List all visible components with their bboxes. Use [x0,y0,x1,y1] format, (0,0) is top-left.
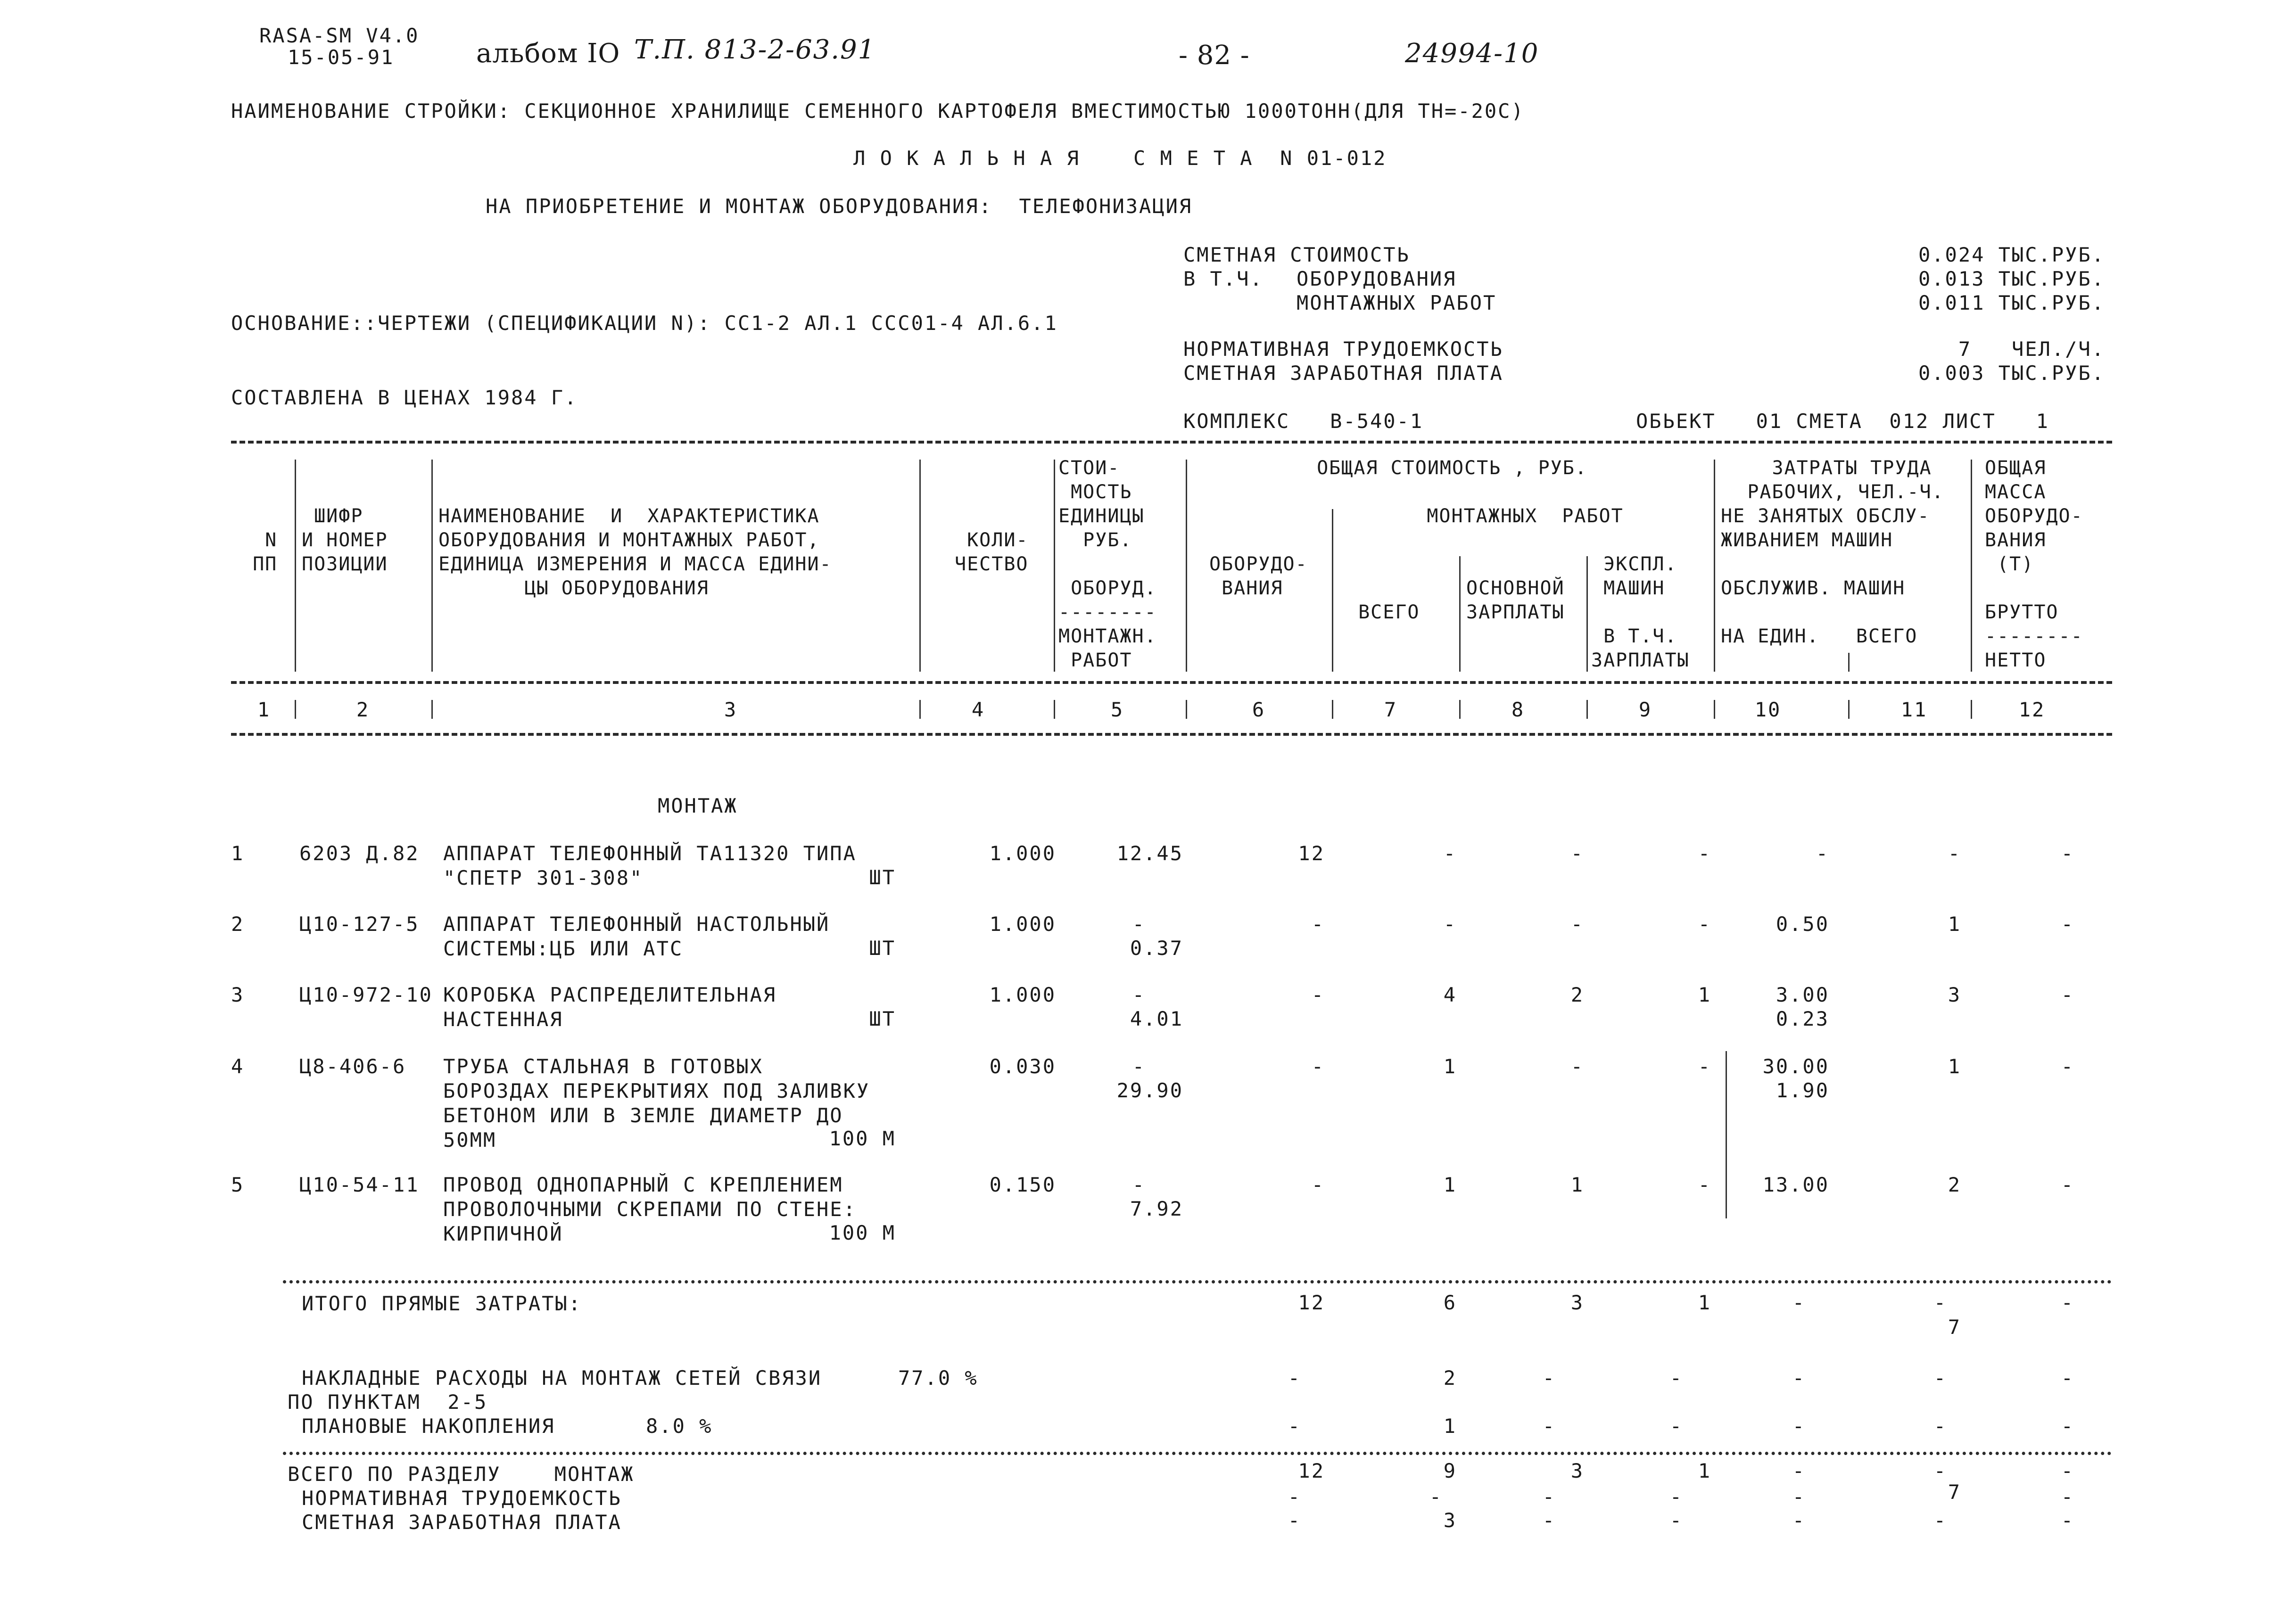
overhead-machines: - [1669,1366,1683,1390]
row-wage: - [1570,913,1584,936]
row-total: - [1443,842,1457,865]
col-divider [1586,556,1588,672]
section-title: МОНТАЖ [658,794,738,817]
wage-total-label: СМЕТНАЯ ЗАРАБОТНАЯ ПЛАТА [302,1511,622,1534]
complex-line: КОМПЛЕКС В-540-1 [1183,410,1424,433]
col-divider [1848,700,1850,719]
labor-total-label: НОРМАТИВНАЯ ТРУДОЕМКОСТЬ [302,1487,622,1510]
basis-line: ОСНОВАНИЕ::ЧЕРТЕЖИ (СПЕЦИФИКАЦИИ N): СС1-2 АЛ.1 ССС01-4 АЛ.6.1 [231,312,1058,335]
total-wage: 3 [1570,1291,1584,1314]
col-divider [1186,700,1187,719]
row-number: 3 [231,983,245,1006]
total-labor: - [1933,1291,1947,1314]
column-number: 8 [1511,698,1525,721]
col-divider [1332,509,1333,672]
col-divider [1971,700,1972,719]
row-number: 1 [231,842,245,865]
row-mass: - [2061,1173,2074,1196]
header-col-name: НАИМЕНОВАНИЕ И ХАРАКТЕРИСТИКА ОБОРУДОВАНИЯ И МОНТАЖНЫХ РАБОТ, ЕДИНИЦА ИЗМЕРЕНИЯ И МАССА ЕДИНИ- ЦЫ ОБОРУДОВАНИЯ [438,505,832,599]
row-price-montage: 4.01 [1130,1007,1183,1030]
row-machines: - [1698,1055,1711,1078]
row-price-montage: 7.92 [1130,1197,1183,1220]
col-divider [431,460,433,672]
col-divider [1971,460,1972,672]
labor-total-labor-unit: - [1792,1485,1806,1508]
col-divider [1459,556,1461,672]
section-total-label: ВСЕГО ПО РАЗДЕЛУ МОНТАЖ [288,1463,635,1486]
installation-value: 0.011 ТЫС.РУБ. [1918,291,2105,314]
col-divider [919,700,921,719]
col-divider [1586,700,1588,719]
row-price-equipment: - [1132,1173,1146,1196]
row-labor-total: - [1948,842,1961,865]
col-divider [1459,700,1461,719]
print-date: 15-05-91 [288,46,395,69]
profit-labor: - [1933,1414,1947,1438]
col-divider [919,460,921,672]
row-labor-total: 2 [1948,1173,1961,1196]
header-labor-detail: НЕ ЗАНЯТЫХ ОБСЛУ- ЖИВАНИЕМ МАШИН ОБСЛУЖИВ. МАШИН НА ЕДИН. ВСЕГО [1721,505,1930,647]
row-machines: 1 [1698,983,1711,1006]
row-price-equipment: - [1132,983,1146,1006]
estimate-title: Л О К А Л Ь Н А Я С М Е Т А N 01-012 [853,147,1387,170]
row-price-montage: 29.90 [1116,1079,1183,1102]
row-labor-total: 1 [1948,913,1961,936]
row-name: ТРУБА СТАЛЬНАЯ В ГОТОВЫХ БОРОЗДАХ ПЕРЕКРЫТИЯХ ПОД ЗАЛИВКУ БЕТОНОМ ИЛИ В ЗЕМЛЕ ДИАМЕТР ДО 50ММ [443,1055,870,1151]
estimate-purpose: НА ПРИОБРЕТЕНИЕ И МОНТАЖ ОБОРУДОВАНИЯ: ТЕЛЕФОНИЗАЦИЯ [486,195,1193,218]
column-number: 5 [1110,698,1124,721]
row-equipment-cost: - [1311,983,1325,1006]
section-labor-value: 7 [1948,1480,1961,1504]
row-unit: ШТ [869,1007,896,1030]
row-quantity: 1.000 [989,913,1056,936]
row-code: Ц10-54-11 [299,1173,420,1196]
system-label: RASA-SM V4.0 [259,24,420,47]
column-number: 10 [1754,698,1782,721]
header-col-machines: ЭКСПЛ. МАШИН В Т.Ч. ЗАРПЛАТЫ [1591,553,1690,671]
wage-total-labor-unit: - [1792,1509,1806,1532]
row-code: 6203 Д.82 [299,842,420,865]
labor-total-total: - [1429,1485,1443,1508]
labor-label: НОРМАТИВНАЯ ТРУДОЕМКОСТЬ [1183,337,1503,361]
header-col-unit-cost: СТОИ- МОСТЬ ЕДИНИЦЫ РУБ. ОБОРУД. -------- МОНТАЖН. РАБОТ [1058,457,1157,671]
wage-total-labor: - [1933,1509,1947,1532]
column-number: 11 [1900,698,1928,721]
col-divider [1332,700,1333,719]
header-col-wage: ОСНОВНОЙ ЗАРПЛАТЫ [1466,577,1565,623]
profit-labor-unit: - [1792,1414,1806,1438]
total-labor-value: 7 [1948,1316,1961,1339]
equipment-label: ОБОРУДОВАНИЯ [1297,267,1457,290]
column-number: 7 [1384,698,1398,721]
row-mass: - [2061,983,2074,1006]
prices-line: СОСТАВЛЕНА В ЦЕНАХ 1984 Г. [231,386,578,409]
row-total: 1 [1443,1173,1457,1196]
header-col-code: ШИФР И НОМЕР ПОЗИЦИИ [302,505,388,575]
row-number: 4 [231,1055,245,1078]
col-divider [1714,460,1715,672]
row-wage: - [1570,842,1584,865]
row-labor-unit: 0.50 [1776,913,1829,936]
row-quantity: 0.150 [989,1173,1056,1196]
row-unit: 100 М [829,1127,896,1150]
total-all: 6 [1443,1291,1457,1314]
header-labor: ЗАТРАТЫ ТРУДА РАБОЧИХ, ЧЕЛ.-Ч. [1747,457,1944,503]
profit-percent: 8.0 % [646,1414,713,1438]
row-number: 5 [231,1173,245,1196]
total-machines: 1 [1698,1291,1711,1314]
construction-title: НАИМЕНОВАНИЕ СТРОЙКИ: СЕКЦИОННОЕ ХРАНИЛИЩЕ СЕМЕННОГО КАРТОФЕЛЯ ВМЕСТИМОСТЬЮ 1000ТОНН(ДЛЯ ТН=-20С) [231,99,1525,123]
section-labor: - [1933,1459,1947,1482]
row-machines: - [1698,1173,1711,1196]
wage-label: СМЕТНАЯ ЗАРАБОТНАЯ ПЛАТА [1183,362,1503,385]
header-col-equipment: ОБОРУДО- ВАНИЯ [1209,553,1308,599]
header-top-rule [231,441,2112,444]
row-labor-unit-machine: 0.23 [1776,1007,1829,1030]
row-labor-total: 3 [1948,983,1961,1006]
column-number: 2 [356,698,370,721]
profit-equipment: - [1288,1414,1301,1438]
total-labor-unit: - [1792,1291,1806,1314]
row-machines: - [1698,913,1711,936]
album-label: альбом IO [476,38,620,69]
overhead-label: НАКЛАДНЫЕ РАСХОДЫ НА МОНТАЖ СЕТЕЙ СВЯЗИ [302,1366,822,1390]
section-wage: 3 [1570,1459,1584,1482]
object-line: ОБЬЕКТ 01 СМЕТА 012 ЛИСТ 1 [1636,410,2049,433]
row-labor-unit: 30.00 [1762,1055,1829,1078]
row-equipment-cost: - [1311,1173,1325,1196]
overhead-labor-unit: - [1792,1366,1806,1390]
row-labor-unit-machine: 1.90 [1776,1079,1829,1102]
section-dotted-rule [283,1452,2112,1455]
header-col-total: ВСЕГО [1358,601,1420,623]
section-total: 9 [1443,1459,1457,1482]
labor-total-wage: - [1542,1485,1556,1508]
col-divider [1186,460,1187,672]
row-price-montage: 0.37 [1130,937,1183,960]
row-name: ПРОВОД ОДНОПАРНЫЙ С КРЕПЛЕНИЕМ ПРОВОЛОЧНЫМИ СКРЕПАМИ ПО СТЕНЕ: КИРПИЧНОЙ [443,1173,857,1245]
labor-total-mass: - [2061,1485,2074,1508]
row-mass: - [2061,913,2074,936]
cost-label: СМЕТНАЯ СТОИМОСТЬ [1183,243,1410,266]
equipment-value: 0.013 ТЫС.РУБ. [1918,267,2105,290]
col-divider [1848,653,1850,672]
column-number: 4 [971,698,985,721]
row-unit: ШТ [869,866,896,889]
column-number: 3 [724,698,738,721]
installation-label: МОНТАЖНЫХ РАБОТ [1297,291,1497,314]
row-total: 4 [1443,983,1457,1006]
column-number: 12 [2018,698,2046,721]
col-divider [431,700,433,719]
header-col-mass: ОБЩАЯ МАССА ОБОРУДО- ВАНИЯ (Т) БРУТТО -------- НЕТТО [1985,457,2083,671]
row-equipment-cost: - [1311,913,1325,936]
row-code: Ц8-406-6 [299,1055,406,1078]
total-direct-label: ИТОГО ПРЯМЫЕ ЗАТРАТЫ: [302,1292,582,1315]
row-name: АППАРАТ ТЕЛЕФОННЫЙ ТА11320 ТИПА "СПЕТР 301-308" [443,842,857,889]
wage-value: 0.003 ТЫС.РУБ. [1918,362,2105,385]
labor-value: 7 ЧЕЛ./Ч. [1958,337,2105,361]
profit-mass: - [2061,1414,2074,1438]
section-machines: 1 [1698,1459,1711,1482]
col-divider [295,460,296,672]
overhead-labor: - [1933,1366,1947,1390]
col-divider [1054,700,1055,719]
row-quantity: 1.000 [989,842,1056,865]
row-equipment-cost: - [1311,1055,1325,1078]
total-equipment: 12 [1298,1291,1325,1314]
labor-total-equipment: - [1288,1485,1301,1508]
overhead-equipment: - [1288,1366,1301,1390]
row-machines: - [1698,842,1711,865]
column-number: 6 [1252,698,1266,721]
header-col-number: N ПП [253,529,278,575]
row-wage: - [1570,1055,1584,1078]
overhead-wage: - [1542,1366,1556,1390]
col-divider [1714,700,1715,719]
row-equipment-cost: 12 [1298,842,1325,865]
row-labor-unit: 13.00 [1762,1173,1829,1196]
row-wage: 2 [1570,983,1584,1006]
row-unit: ШТ [869,937,896,960]
row-price-equipment: - [1132,1055,1146,1078]
profit-machines: - [1669,1414,1683,1438]
labor-total-machines: - [1669,1485,1683,1508]
wage-total-total: 3 [1443,1509,1457,1532]
column-number: 9 [1638,698,1652,721]
row-code: Ц10-972-10 [299,983,433,1006]
overhead-total: 2 [1443,1366,1457,1390]
row-wage: 1 [1570,1173,1584,1196]
col-divider [295,700,296,719]
row-unit: 100 М [829,1221,896,1244]
column-number: 1 [257,698,271,721]
header-total-cost: ОБЩАЯ СТОИМОСТЬ , РУБ. [1317,457,1587,479]
wage-total-machines: - [1669,1509,1683,1532]
row-labor-total: 1 [1948,1055,1961,1078]
header-col-quantity: КОЛИ- ЧЕСТВО [955,529,1029,575]
row-code: Ц10-127-5 [299,913,420,936]
overhead-mass: - [2061,1366,2074,1390]
row-mass: - [2061,842,2074,865]
row-price-equipment: - [1132,913,1146,936]
wage-total-wage: - [1542,1509,1556,1532]
profit-label: ПЛАНОВЫЕ НАКОПЛЕНИЯ [302,1414,555,1438]
row-labor-unit: - [1816,842,1829,865]
row-quantity: 1.000 [989,983,1056,1006]
row-quantity: 0.030 [989,1055,1056,1078]
overhead-items-label: ПО ПУНКТАМ 2-5 [288,1390,488,1414]
header-bottom-rule [231,681,2112,684]
cost-value: 0.024 ТЫС.РУБ. [1918,243,2105,266]
project-code: Т.П. 813-2-63.91 [634,34,876,65]
totals-dotted-rule [283,1280,2112,1283]
page-number: - 82 - [1179,40,1250,71]
total-mass: - [2061,1291,2074,1314]
row-total: 1 [1443,1055,1457,1078]
wage-total-equipment: - [1288,1509,1301,1532]
row-number: 2 [231,913,245,936]
section-labor-unit: - [1792,1459,1806,1482]
section-mass: - [2061,1459,2074,1482]
incl-label: В Т.Ч. [1183,267,1264,290]
numbers-bottom-rule [231,733,2112,736]
header-montage: МОНТАЖНЫХ РАБОТ [1427,505,1624,527]
row-mass: - [2061,1055,2074,1078]
profit-wage: - [1542,1414,1556,1438]
row-name: КОРОБКА РАСПРЕДЕЛИТЕЛЬНАЯ НАСТЕННАЯ [443,983,777,1031]
row-labor-unit: 3.00 [1776,983,1829,1006]
row-price-equipment: 12.45 [1116,842,1183,865]
wage-total-mass: - [2061,1509,2074,1532]
profit-total: 1 [1443,1414,1457,1438]
row-name: АППАРАТ ТЕЛЕФОННЫЙ НАСТОЛЬНЫЙ СИСТЕМЫ:ЦБ ИЛИ АТС [443,913,830,960]
document-number: 24994-10 [1405,38,1539,69]
overhead-percent: 77.0 % [898,1366,978,1390]
section-equipment: 12 [1298,1459,1325,1482]
col-divider [1054,460,1055,672]
row-total: - [1443,913,1457,936]
